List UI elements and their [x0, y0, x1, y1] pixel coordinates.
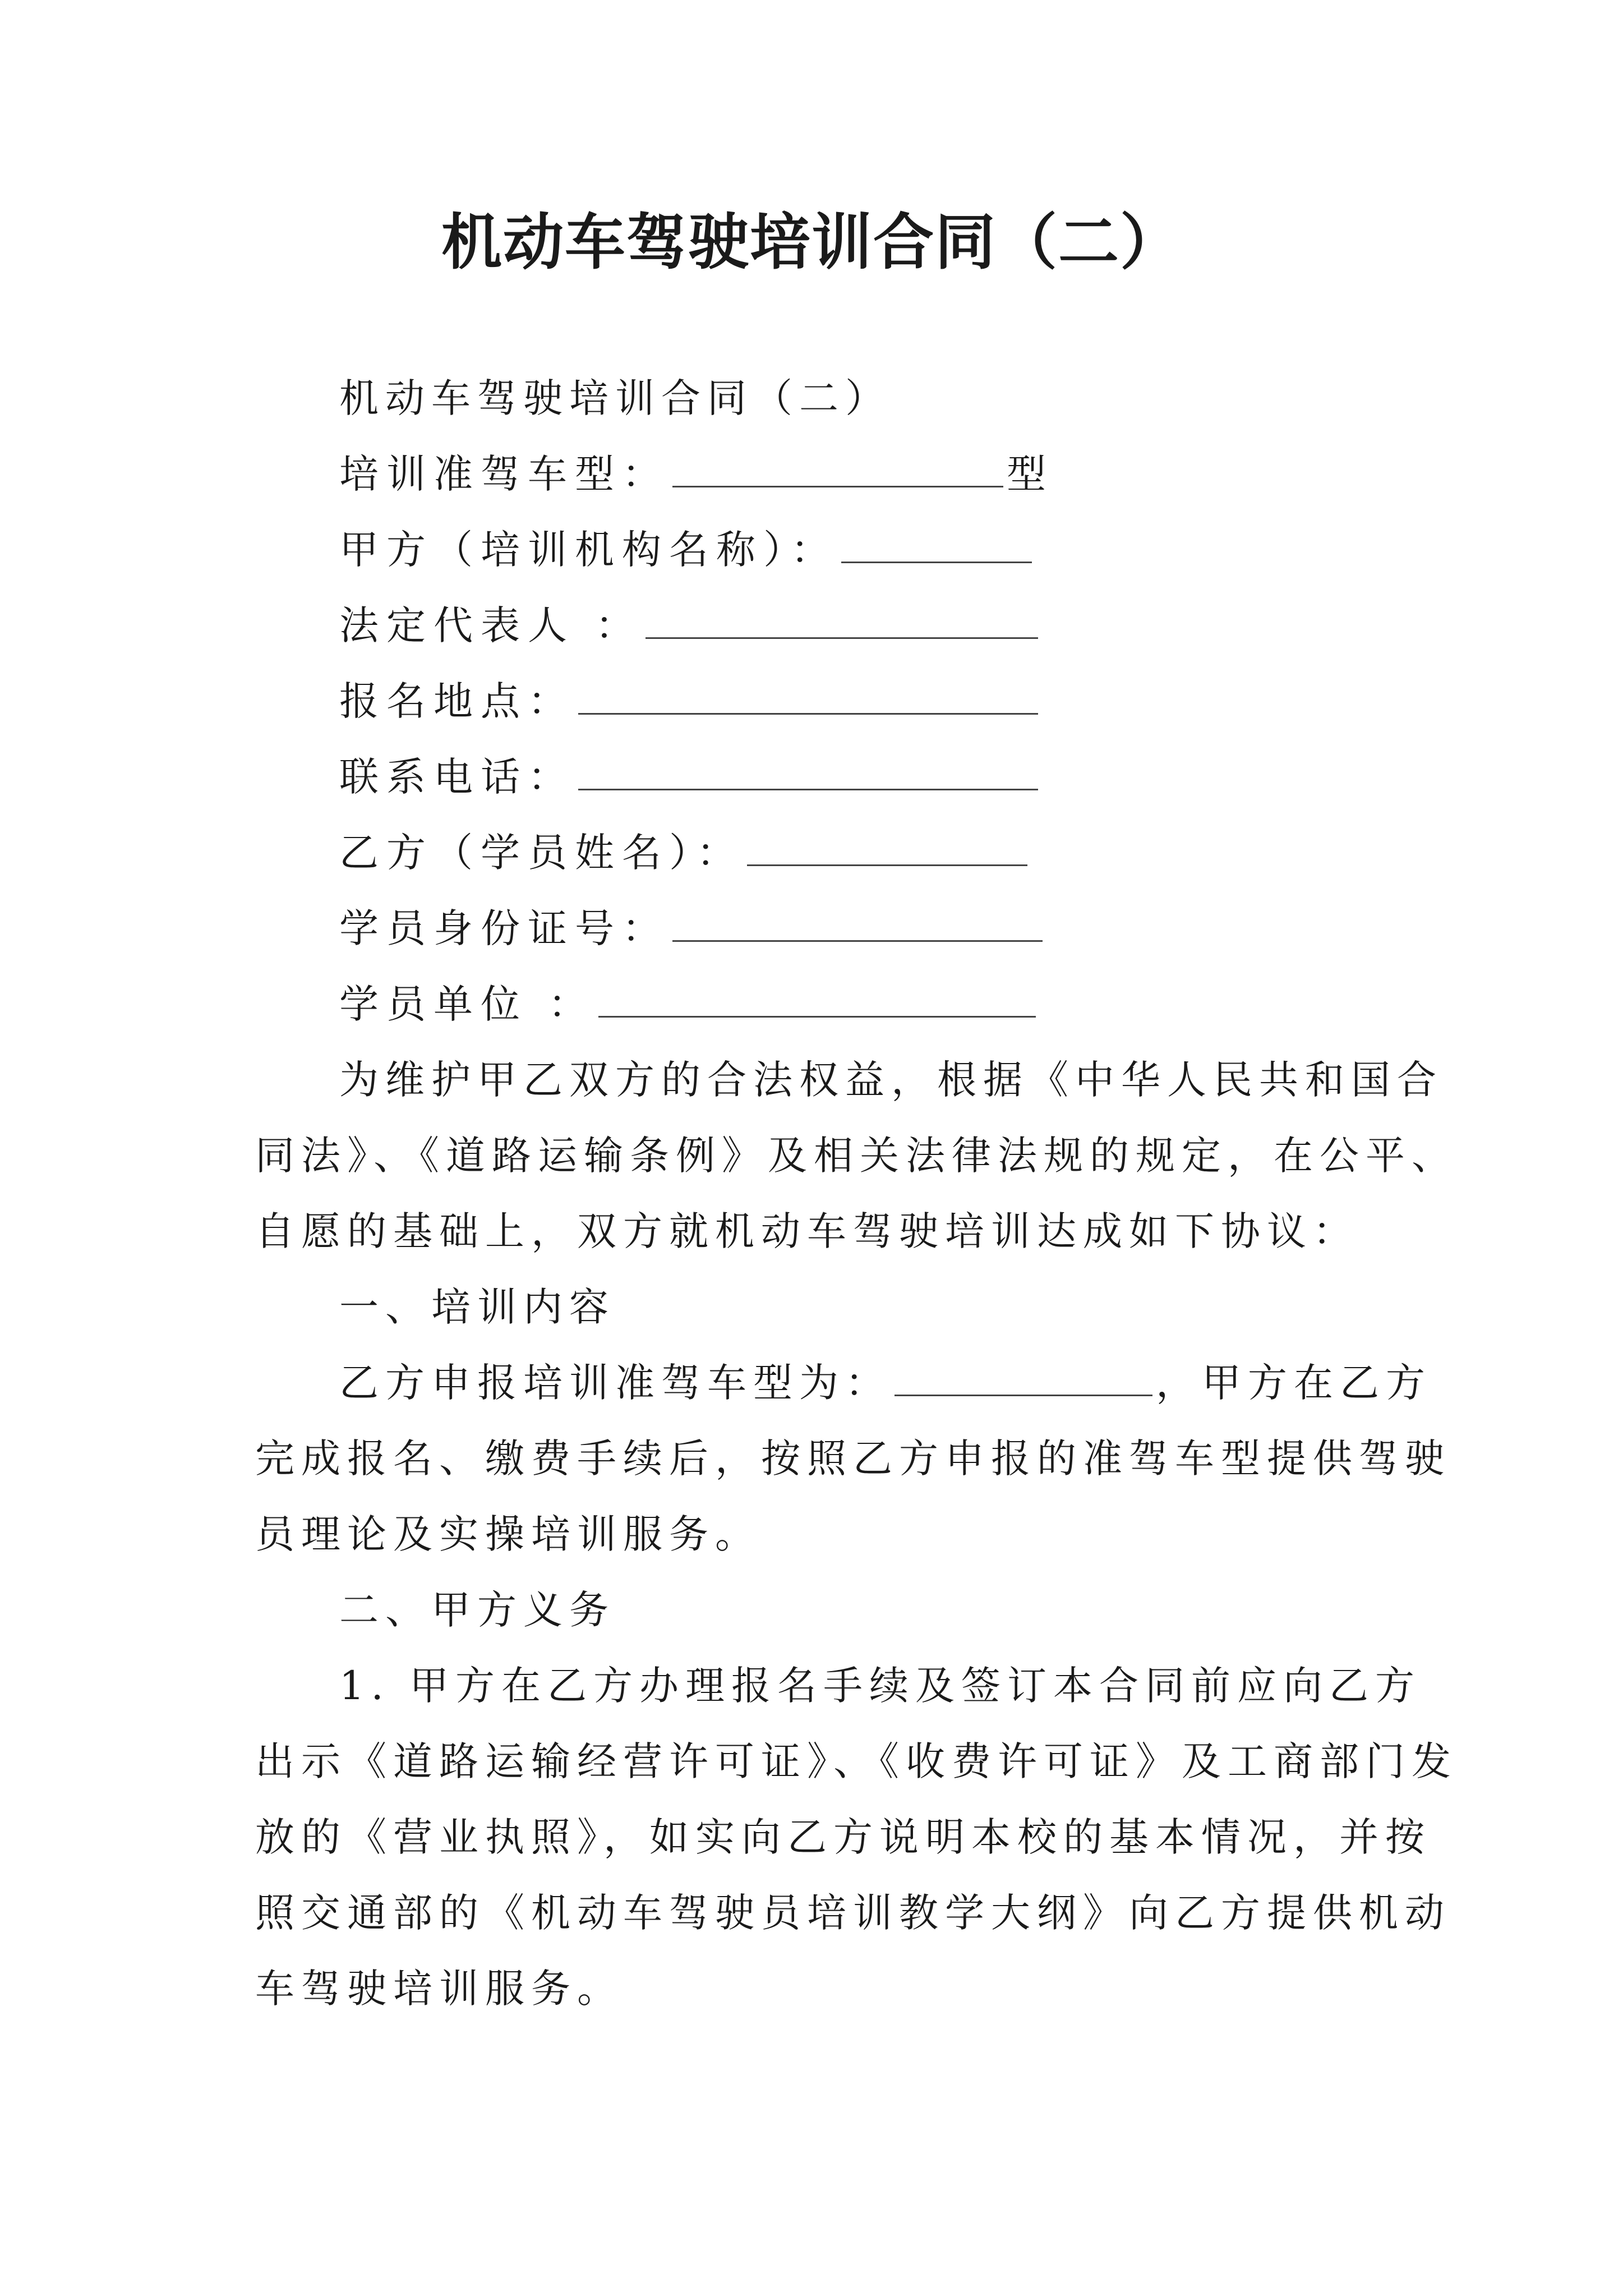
phone-label: 联系电话：	[339, 754, 575, 800]
section1-line-1-suffix: ，甲方在乙方	[1156, 1360, 1432, 1406]
unit-label: 学员单位 ：	[339, 981, 596, 1027]
section1-line-1-prefix: 乙方申报培训准驾车型为：	[339, 1360, 891, 1406]
section1-heading: 一、培训内容	[339, 1284, 615, 1330]
intro-line-2: 同法》、《道路运输条例》及相关法律法规的规定，在公平、	[255, 1133, 1458, 1179]
signup-place-line	[339, 673, 1041, 729]
party-a-label: 甲方（培训机构名称）：	[339, 527, 838, 573]
legal-rep-label: 法定代表人 ：	[339, 602, 643, 648]
legal-rep-line	[339, 597, 1041, 654]
section2-heading: 二、甲方义务	[339, 1587, 615, 1633]
section1-line-1	[339, 1355, 1432, 1411]
subtitle-text: 机动车驾驶培训合同（二）	[339, 375, 891, 421]
section1-line-2: 完成报名、缴费手续后，按照乙方申报的准驾车型提供驾驶	[255, 1435, 1451, 1481]
signup-place-label: 报名地点：	[339, 678, 575, 724]
vehicle-type-blank[interactable]	[672, 447, 1003, 487]
document-title: 机动车驾驶培训合同（二）	[441, 208, 1182, 278]
party-b-label: 乙方（学员姓名）：	[339, 830, 744, 876]
signup-place-blank[interactable]	[578, 674, 1038, 715]
vehicle-type-suffix: 型	[1007, 451, 1053, 497]
party-a-line	[339, 522, 1035, 578]
unit-blank[interactable]	[598, 977, 1036, 1018]
party-b-line	[339, 825, 1031, 881]
section2-line-2: 出示《道路运输经营许可证》、《收费许可证》及工商部门发	[255, 1738, 1458, 1784]
vehicle-type-line	[339, 446, 1053, 502]
id-number-label: 学员身份证号：	[339, 905, 669, 951]
vehicle-type-label: 培训准驾车型：	[339, 451, 669, 497]
id-number-blank[interactable]	[672, 901, 1043, 942]
phone-blank[interactable]	[578, 749, 1038, 790]
section2-line-5: 车驾驶培训服务。	[255, 1966, 623, 2012]
section2-line-3: 放的《营业执照》，如实向乙方说明本校的基本情况，并按	[255, 1814, 1431, 1860]
party-b-blank[interactable]	[747, 825, 1027, 866]
intro-line-1: 为维护甲乙双方的合法权益，根据《中华人民共和国合	[339, 1057, 1443, 1103]
id-number-line	[339, 900, 1046, 956]
legal-rep-blank[interactable]	[645, 598, 1038, 639]
unit-line	[339, 976, 1039, 1032]
declared-vehicle-type-blank[interactable]	[895, 1355, 1152, 1396]
section1-line-3: 员理论及实操培训服务。	[255, 1511, 761, 1557]
party-a-blank[interactable]	[841, 522, 1032, 563]
section2-line-4: 照交通部的《机动车驾驶员培训教学大纲》向乙方提供机动	[255, 1890, 1451, 1936]
intro-line-3: 自愿的基础上，双方就机动车驾驶培训达成如下协议：	[255, 1208, 1359, 1254]
subtitle-line	[339, 370, 891, 426]
phone-line	[339, 749, 1041, 805]
section2-line-1: 1. 甲方在乙方办理报名手续及签订本合同前应向乙方	[339, 1663, 1422, 1709]
